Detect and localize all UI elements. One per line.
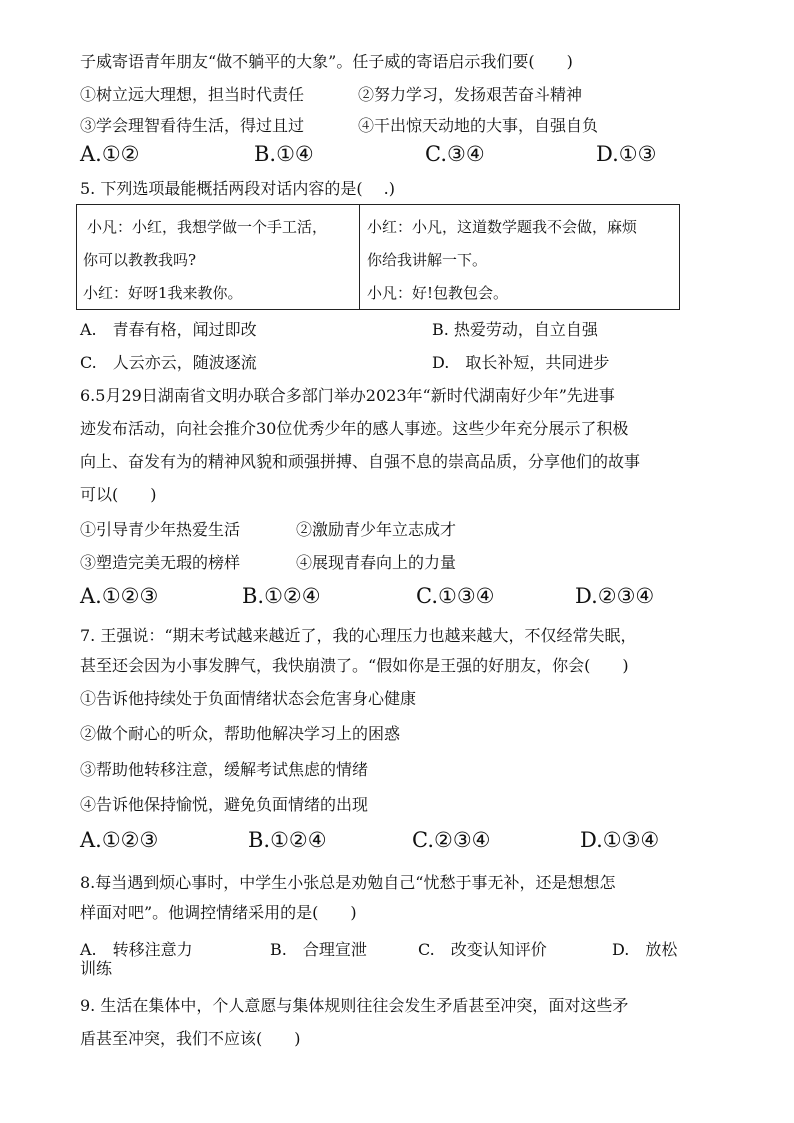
q6-item-4: ④展现青春向上的力量 [296, 553, 457, 572]
q5-option-d: D. 取长补短，共同进步 [432, 353, 610, 372]
q7-item-4: ④告诉他保持愉悦，避免负面情绪的出现 [80, 795, 369, 814]
q5-option-a: A. 青春有格，闻过即改 [80, 320, 257, 339]
q5-stem: 5. 下列选项最能概括两段对话内容的是( .) [80, 179, 396, 198]
q6-option-a: A.①②③ [80, 584, 159, 608]
q4-item-2: ②努力学习，发扬艰苦奋斗精神 [358, 85, 583, 104]
q7-option-c: C.②③④ [412, 828, 491, 852]
dialogue-left-line-1: 小凡：小红，我想学做一个手工活， [87, 218, 328, 236]
q4-item-1: ①树立远大理想，担当时代责任 [80, 85, 305, 104]
q6-option-c: C.①③④ [416, 584, 495, 608]
q8-option-c: C. 改变认知评价 [418, 940, 547, 959]
dialogue-right-line-2: 你给我讲解一下。 [367, 251, 488, 269]
q5-option-b: B. 热爱劳动，自立自强 [432, 320, 598, 339]
q6-item-1: ①引导青少年热爱生活 [80, 520, 241, 539]
dialogue-table [76, 204, 680, 310]
q8-option-b: B. 合理宣泄 [270, 940, 367, 959]
q9-stem-line-2: 盾甚至冲突，我们不应该( ) [80, 1029, 301, 1048]
q9-stem-line-1: 9. 生活在集体中，个人意愿与集体规则往往会发生矛盾甚至冲突，面对这些矛 [80, 996, 629, 1015]
q7-option-b: B.①②④ [248, 828, 327, 852]
dialogue-right-line-3: 小凡：好!包教包会。 [367, 284, 509, 302]
dialogue-divider [359, 205, 360, 309]
q6-stem-line-1: 6.5月29日湖南省文明办联合多部门举办2023年“新时代湖南好少年”先进事 [80, 386, 615, 405]
q7-item-1: ①告诉他持续处于负面情绪状态会危害身心健康 [80, 689, 417, 708]
q5-option-c: C. 人云亦云，随波逐流 [80, 353, 257, 372]
q7-item-2: ②做个耐心的听众，帮助他解决学习上的困惑 [80, 724, 401, 743]
q4-item-3: ③学会理智看待生活，得过且过 [80, 116, 305, 135]
q6-item-2: ②激励青少年立志成才 [296, 520, 457, 539]
q4-option-c: C.③④ [425, 142, 485, 166]
q8-stem-line-1: 8.每当遇到烦心事时，中学生小张总是劝勉自己“忧愁于事无补，还是想想怎 [80, 873, 616, 892]
q4-option-b: B.①④ [254, 142, 314, 166]
q7-option-d: D.①③④ [580, 828, 660, 852]
q8-option-d-wrap: 训练 [80, 959, 113, 978]
q6-stem-line-2: 迹发布活动，向社会推介30位优秀少年的感人事迹。这些少年充分展示了积极 [80, 419, 629, 438]
dialogue-left-line-2: 你可以教教我吗? [83, 251, 197, 269]
q8-option-d: D. 放松 [612, 940, 678, 959]
q4-stem: 子威寄语青年朋友“做不躺平的大象”。任子威的寄语启示我们要( ) [80, 52, 573, 71]
q4-item-4: ④干出惊天动地的大事，自强自负 [358, 116, 599, 135]
q6-stem-line-3: 向上、奋发有为的精神风貌和顽强拼搏、自强不息的崇高品质，分享他们的故事 [80, 452, 641, 471]
q6-option-d: D.②③④ [575, 584, 655, 608]
q7-option-a: A.①②③ [80, 828, 159, 852]
q6-option-b: B.①②④ [242, 584, 321, 608]
q6-stem-line-4: 可以( ) [80, 485, 157, 504]
q4-option-a: A.①② [80, 142, 140, 166]
q7-item-3: ③帮助他转移注意，缓解考试焦虑的情绪 [80, 760, 369, 779]
q7-stem-line-1: 7. 王强说：“期末考试越来越近了，我的心理压力也越来越大，不仅经常失眠， [80, 626, 637, 645]
q8-stem-line-2: 样面对吧”。他调控情绪采用的是( ) [80, 903, 357, 922]
dialogue-left-line-3: 小红：好呀1我来教你。 [83, 284, 243, 302]
dialogue-right-line-1: 小红：小凡，这道数学题我不会做，麻烦 [367, 218, 638, 236]
q7-stem-line-2: 甚至还会因为小事发脾气，我快崩溃了。“假如你是王强的好朋友，你会( ) [80, 656, 629, 675]
q4-option-d: D.①③ [596, 142, 657, 166]
q8-option-a: A. 转移注意力 [80, 940, 193, 959]
q6-item-3: ③塑造完美无瑕的榜样 [80, 553, 241, 572]
